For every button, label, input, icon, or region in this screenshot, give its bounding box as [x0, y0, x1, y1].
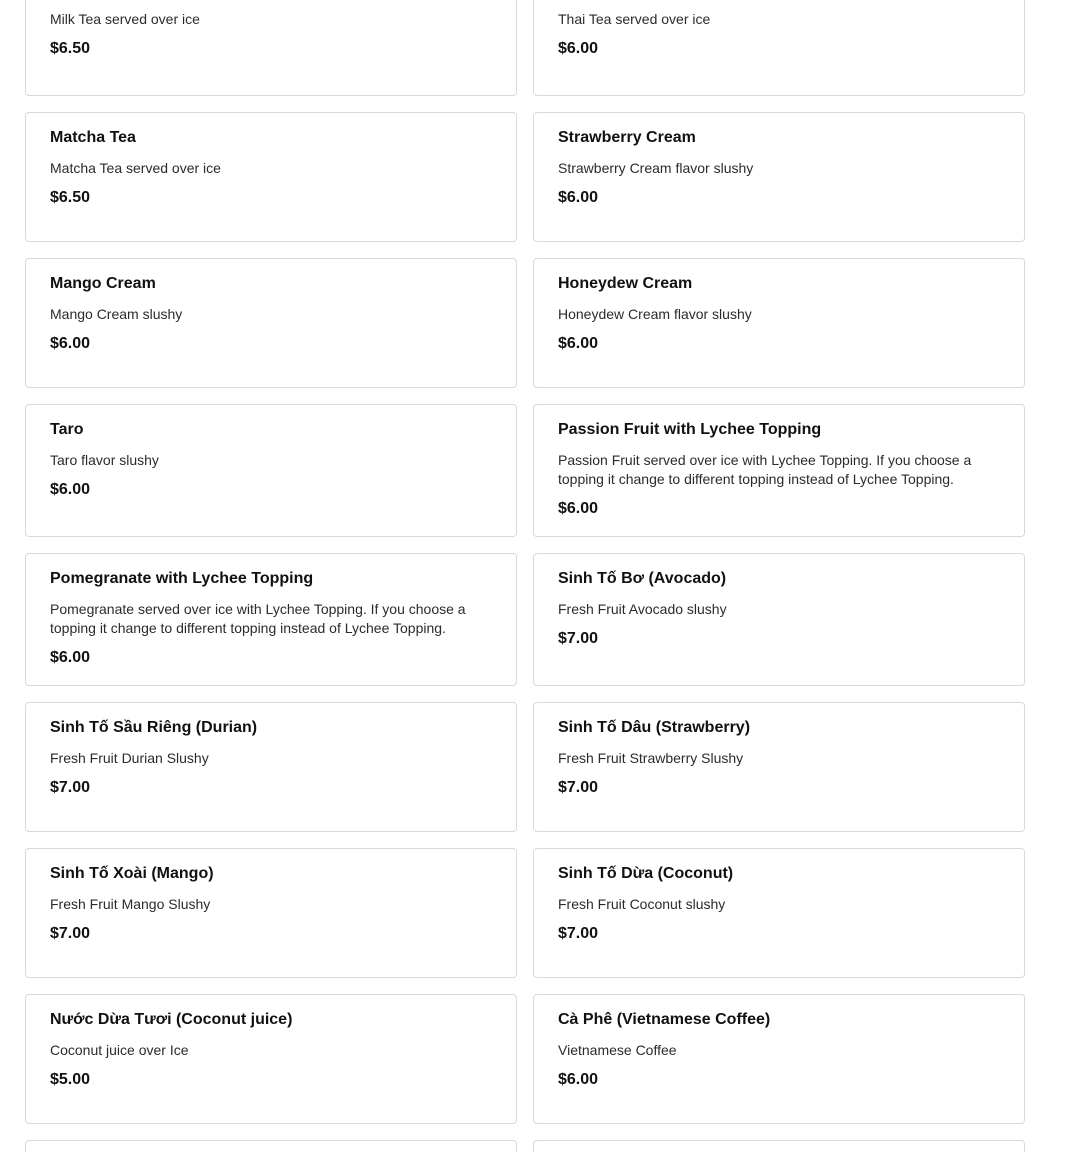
menu-item-name: Cà Phê (Vietnamese Coffee)	[558, 1011, 771, 1028]
menu-item-card[interactable]	[25, 258, 517, 388]
menu-item-description: Mango Cream slushy	[50, 306, 183, 322]
menu-item-name: Nước Dừa Tươi (Coconut juice)	[50, 1011, 293, 1028]
menu-item-price: $7.00	[50, 925, 91, 942]
menu-item-card[interactable]	[533, 702, 1025, 832]
menu-item-description: Passion Fruit served over ice with Lychee Topping. If you choose a topping it change to different topping instead of Lychee Topping.	[558, 452, 972, 487]
menu-item-description: Fresh Fruit Mango Slushy	[50, 896, 211, 912]
menu-item-price: $7.00	[50, 779, 91, 796]
menu-item-name: Sinh Tố Bơ (Avocado)	[558, 570, 727, 587]
menu-item-card[interactable]	[533, 994, 1025, 1124]
menu-item-name: Sinh Tố Dâu (Strawberry)	[558, 719, 751, 736]
menu-item-price: $6.00	[558, 189, 599, 206]
menu-item-card[interactable]	[25, 112, 517, 242]
menu-item-name: Pomegranate with Lychee Topping	[50, 570, 314, 587]
menu-item-description: Fresh Fruit Strawberry Slushy	[558, 750, 744, 766]
menu-item-description: Strawberry Cream flavor slushy	[558, 160, 754, 176]
menu-item-price: $6.00	[50, 481, 91, 498]
menu-item-price: $7.00	[558, 779, 599, 796]
menu-item-card[interactable]	[533, 1140, 1025, 1152]
menu-item-name: Honeydew Cream	[558, 275, 693, 292]
menu-item-name: Mango Cream	[50, 275, 156, 292]
menu-item-description: Taro flavor slushy	[50, 452, 159, 468]
menu-item-description: Fresh Fruit Coconut slushy	[558, 896, 726, 912]
menu-item-price: $6.00	[558, 335, 599, 352]
menu-item-description: Matcha Tea served over ice	[50, 160, 221, 176]
menu-item-card[interactable]	[25, 702, 517, 832]
menu-item-name: Passion Fruit with Lychee Topping	[558, 421, 822, 438]
menu-item-card[interactable]	[533, 553, 1025, 686]
menu-item-name: Taro	[50, 421, 84, 438]
menu-item-price: $6.00	[50, 335, 91, 352]
menu-item-card[interactable]	[533, 0, 1025, 96]
menu-item-card[interactable]	[533, 848, 1025, 978]
menu-item-price: $5.00	[50, 1071, 91, 1088]
menu-item-name: Strawberry Cream	[558, 129, 696, 146]
menu-item-description: Fresh Fruit Avocado slushy	[558, 601, 727, 617]
menu-item-card[interactable]	[25, 994, 517, 1124]
menu-item-description: Fresh Fruit Durian Slushy	[50, 750, 209, 766]
menu-item-description: Thai Tea served over ice	[558, 11, 711, 27]
menu-item-card[interactable]	[25, 404, 517, 537]
menu-item-price: $6.00	[558, 500, 599, 517]
menu-item-card[interactable]	[533, 112, 1025, 242]
menu-item-price: $7.00	[558, 925, 599, 942]
menu-item-description: Milk Tea served over ice	[50, 11, 200, 27]
menu-item-price: $7.00	[558, 630, 599, 647]
menu-item-name: Sinh Tố Dừa (Coconut)	[558, 865, 734, 882]
menu-item-description: Coconut juice over Ice	[50, 1042, 189, 1058]
menu-item-description: Pomegranate served over ice with Lychee Topping. If you choose a topping it change to different topping instead of Lychee Topping.	[50, 601, 466, 636]
menu-item-name: Sinh Tố Xoài (Mango)	[50, 865, 214, 882]
menu-item-card[interactable]	[25, 848, 517, 978]
menu-item-name: Sinh Tố Sầu Riêng (Durian)	[50, 719, 258, 736]
menu-item-card[interactable]	[533, 404, 1025, 537]
menu-item-price: $6.00	[558, 1071, 599, 1088]
menu-item-price: $6.50	[50, 40, 91, 57]
menu-item-price: $6.00	[50, 649, 91, 666]
menu-item-card[interactable]	[25, 1140, 517, 1152]
menu-item-description: Honeydew Cream flavor slushy	[558, 306, 752, 322]
menu-item-price: $6.50	[50, 189, 91, 206]
menu-item-card[interactable]	[25, 0, 517, 96]
menu-item-name: Matcha Tea	[50, 129, 136, 146]
menu-item-card[interactable]	[25, 553, 517, 686]
menu-item-price: $6.00	[558, 40, 599, 57]
menu-item-card[interactable]	[533, 258, 1025, 388]
menu-item-description: Vietnamese Coffee	[558, 1042, 677, 1058]
